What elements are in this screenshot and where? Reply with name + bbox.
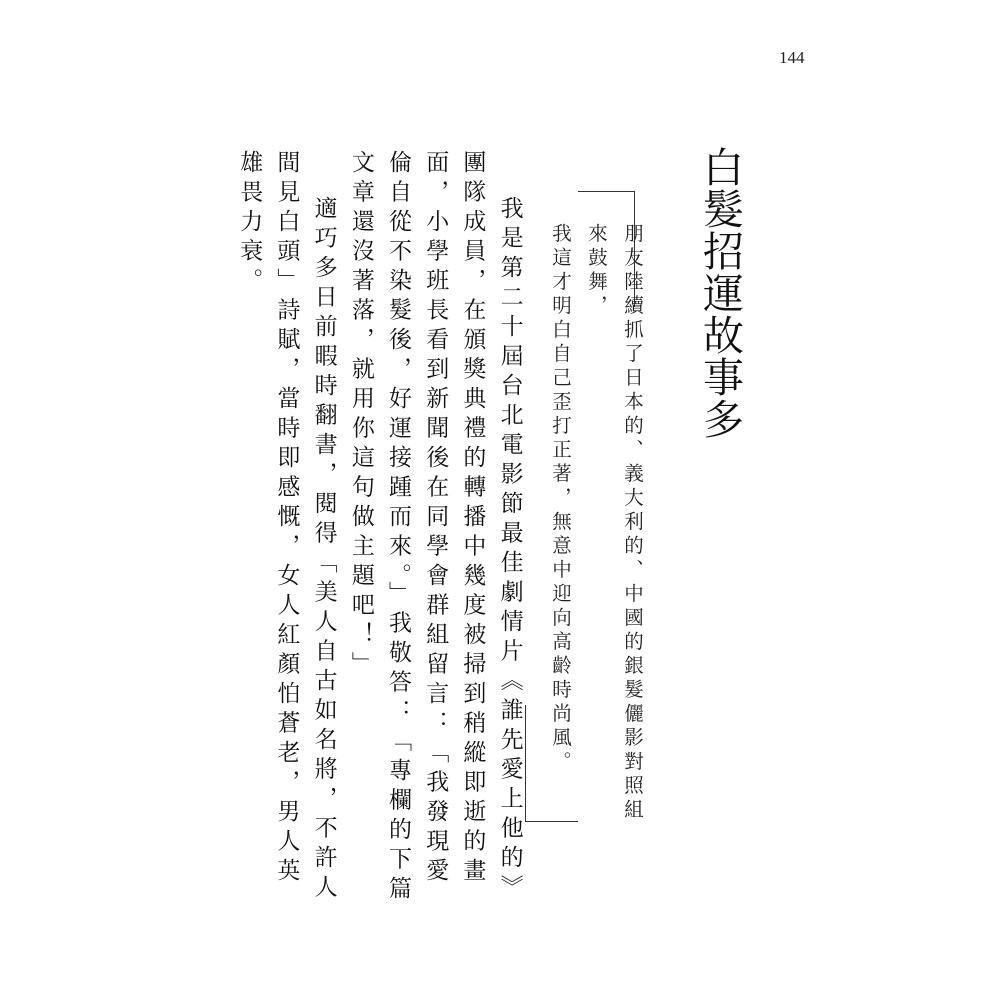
epigraph (542, 223, 650, 823)
body-paragraph: 我是第二十屆台北電影節最佳劇情片《誰先愛上他的》團隊成員，在頒獎典禮的轉播中幾度被掃到稍縱即逝的畫面，小學班長看到新聞後在同學會群組留言：「我發現愛倫自從不染髮後，好運接踵而來。」我敬答：「專欄的下篇文章還沒著落，就用你這句做主題吧！」 (347, 150, 523, 906)
epigraph-bracket-top (578, 191, 635, 192)
page-number: 144 (779, 48, 805, 67)
epigraph-line: 朋友陸續抓了日本的、義大利的、中國的銀髮儷影對照組來鼓舞， (585, 223, 644, 823)
body-paragraph: 適巧多日前暇時翻書，閱得「美人自古如名將，不許人間見白頭」詩賦，當時即感慨，女人紅顏怕蒼老，男人英雄畏力衰。 (236, 150, 337, 904)
article-title: 白髮招運故事多 (696, 146, 744, 440)
epigraph-line: 我這才明白自己歪打正著，無意中迎向高齡時尚風。 (549, 223, 572, 775)
article-body (230, 150, 528, 910)
epigraph-bracket-bottom (525, 821, 578, 822)
